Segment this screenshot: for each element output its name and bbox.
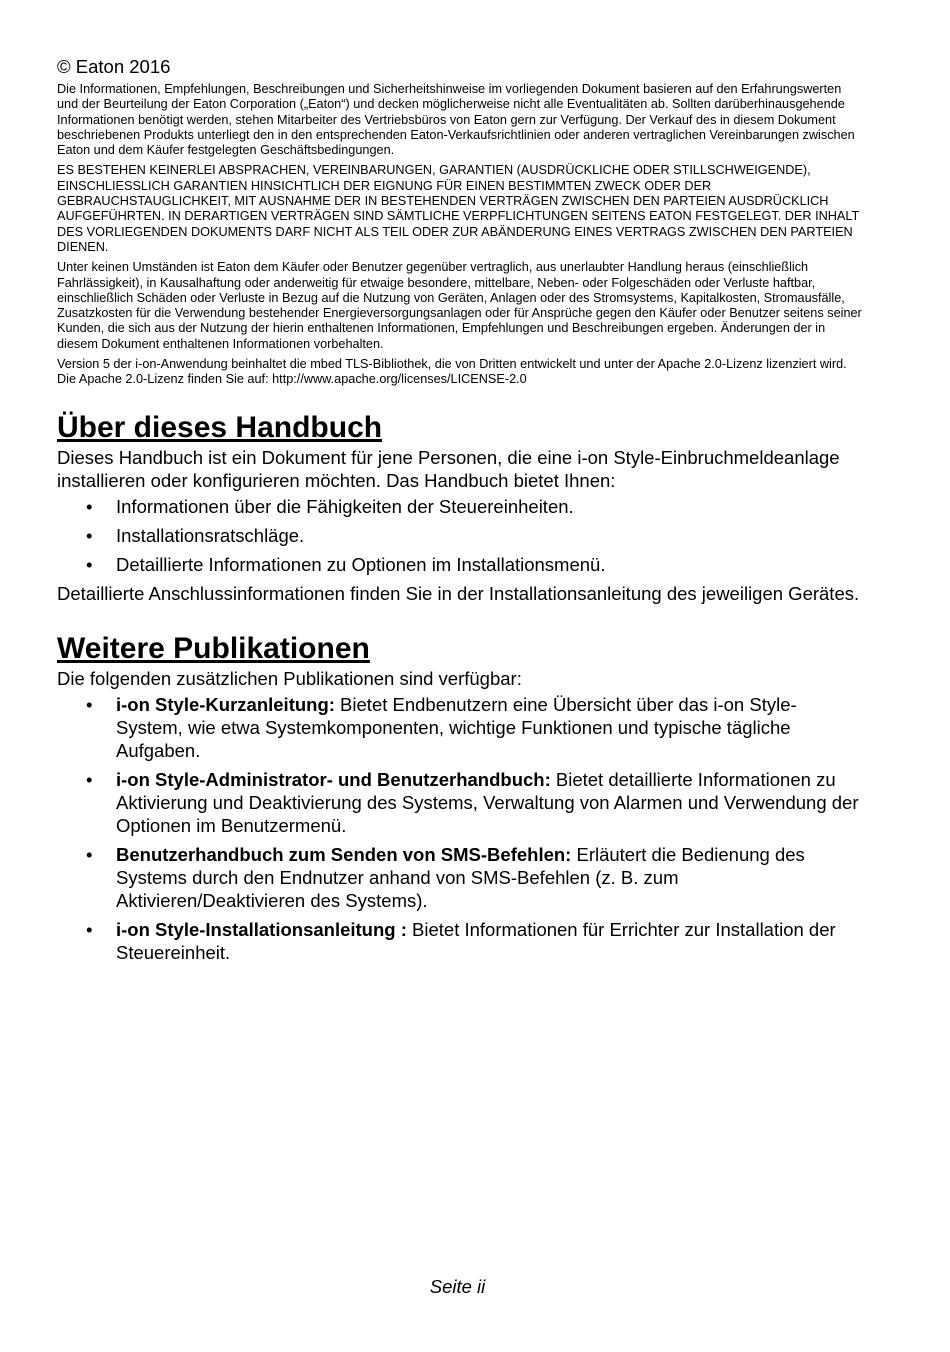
bullet-icon: • xyxy=(86,693,93,715)
about-list xyxy=(57,495,862,576)
warranty-paragraph: ES BESTEHEN KEINERLEI ABSPRACHEN, VEREINBARUNGEN, GARANTIEN (AUSDRÜCKLICHE ODER STILLSCHWEIGENDE), EINSCHLIESSLICH GARANTIEN HINSICHTLICH DER EIGNUNG FÜR EINEN BESTIMMTEN ZWECK ODER DER GEBRAUCHSTAUGLICHKEIT, MIT AUSNAHME DER IN BESTEHENDEN VERTRÄGEN ZWISCHEN DEN PARTEIEN AUSDRÜCKLICH AUFGEFÜHRTEN. IN DERARTIGEN VERTRÄGEN SIND SÄMTLICHE VERPFLICHTUNGEN SEITENS EATON FESTGELEGT. DER INHALT DES VORLIEGENDEN DOKUMENTS DARF NICHT ALS TEIL ODER ZUR ABÄNDERUNG EINES VERTRAGS ZWISCHEN DEN PARTEIEN DIENEN. xyxy=(57,163,860,254)
bullet-icon: • xyxy=(86,843,93,865)
bullet-icon: • xyxy=(86,495,93,517)
about-heading: Über dieses Handbuch xyxy=(57,410,383,444)
page-number: Seite ii xyxy=(429,1276,486,1297)
publication-title: i-on Style-Administrator- und Benutzerhandbuch: xyxy=(116,768,551,790)
list-item-text: Informationen über die Fähigkeiten der Steuereinheiten. xyxy=(116,495,574,517)
publications-intro: Die folgenden zusätzlichen Publikationen sind verfügbar: xyxy=(57,667,522,689)
list-item xyxy=(57,693,862,762)
list-item-text: Installationsratschläge. xyxy=(116,524,305,546)
publications-list xyxy=(57,693,862,964)
list-item xyxy=(57,768,862,837)
about-outro: Detaillierte Anschlussinformationen finden Sie in der Installationsanleitung des jeweiligen Gerätes. xyxy=(57,582,860,604)
publication-title: i-on Style-Installationsanleitung : xyxy=(116,918,407,940)
publication-description: Bietet Informationen für Errichter zur Installation der Steuereinheit. xyxy=(116,918,836,963)
document-page xyxy=(57,55,862,970)
list-item-text: Detaillierte Informationen zu Optionen im Installationsmenü. xyxy=(116,553,606,575)
list-item xyxy=(57,553,862,576)
about-intro: Dieses Handbuch ist ein Dokument für jene Personen, die eine i-on Style-Einbruchmeldeanlage installieren oder konfigurieren möchten. Das Handbuch bietet Ihnen: xyxy=(57,446,840,491)
bullet-icon: • xyxy=(86,768,93,790)
publication-title: Benutzerhandbuch zum Senden von SMS-Befehlen: xyxy=(116,843,572,865)
list-item xyxy=(57,495,862,518)
publication-description: Erläutert die Bedienung des Systems durch den Endnutzer anhand von SMS-Befehlen (z. B. zum Aktivieren/Deaktivieren des Systems). xyxy=(116,843,805,911)
publication-title: i-on Style-Kurzanleitung: xyxy=(116,693,335,715)
list-item xyxy=(57,524,862,547)
bullet-icon: • xyxy=(86,918,93,940)
publication-description: Bietet Endbenutzern eine Übersicht über das i-on Style-System, wie etwa Systemkomponenten, wichtige Funktionen und typische tägliche Aufgaben. xyxy=(116,693,797,761)
publication-description: Bietet detaillierte Informationen zu Aktivierung und Deaktivierung des Systems, Verwaltung von Alarmen und Verwendung der Optionen im Benutzermenü. xyxy=(116,768,859,836)
disclaimer-paragraph: Die Informationen, Empfehlungen, Beschreibungen und Sicherheitshinweise im vorliegenden Dokument basieren auf den Erfahrungswerten und der Beurteilung der Eaton Corporation („Eaton“) und decken möglicherweise nicht alle Eventualitäten ab. Sollten darüberhinausgehende Informationen benötigt werden, stehen Mitarbeiter des Vertriebsbüros von Eaton gern zur Verfügung. Der Verkauf des in diesem Dokument beschriebenen Produkts unterliegt den in den entsprechenden Eaton-Verkaufsrichtlinien oder anderen vertraglichen Vereinbarungen zwischen Eaton und dem Käufer festgelegten Geschäftsbedingungen. xyxy=(57,82,855,158)
liability-paragraph: Unter keinen Umständen ist Eaton dem Käufer oder Benutzer gegenüber vertraglich, aus unerlaubter Handlung heraus (einschließlich Fahrlässigkeit), in Kausalhaftung oder anderweitig für etwaige besondere, mittelbare, Neben- oder Folgeschäden oder Verluste haftbar, einschließlich Schäden oder Verluste in Bezug auf die Nutzung von Geräten, Anlagen oder des Stromsystems, Kapitalkosten, Stromausfälle, Zusatzkosten für die Verwendung bestehender Energieversorgungsanlagen oder für Ansprüche gegen den Käufer oder Benutzer seitens seiner Kunden, die sich aus der Nutzung der hierin enthaltenen Informationen, Empfehlungen und Beschreibungen ergeben. Änderungen der in diesem Dokument enthaltenen Informationen vorbehalten. xyxy=(57,260,862,351)
bullet-icon: • xyxy=(86,524,93,546)
copyright-notice: © Eaton 2016 xyxy=(57,56,171,77)
publications-heading: Weitere Publikationen xyxy=(57,631,370,665)
list-item xyxy=(57,843,862,912)
list-item xyxy=(57,918,862,964)
bullet-icon: • xyxy=(86,553,93,575)
license-paragraph: Version 5 der i-on-Anwendung beinhaltet die mbed TLS-Bibliothek, die von Dritten entwickelt und unter der Apache 2.0-Lizenz lizenziert wird. Die Apache 2.0-Lizenz finden Sie auf: http://www.apache.org/licenses/LICENSE-2.0 xyxy=(57,357,847,387)
